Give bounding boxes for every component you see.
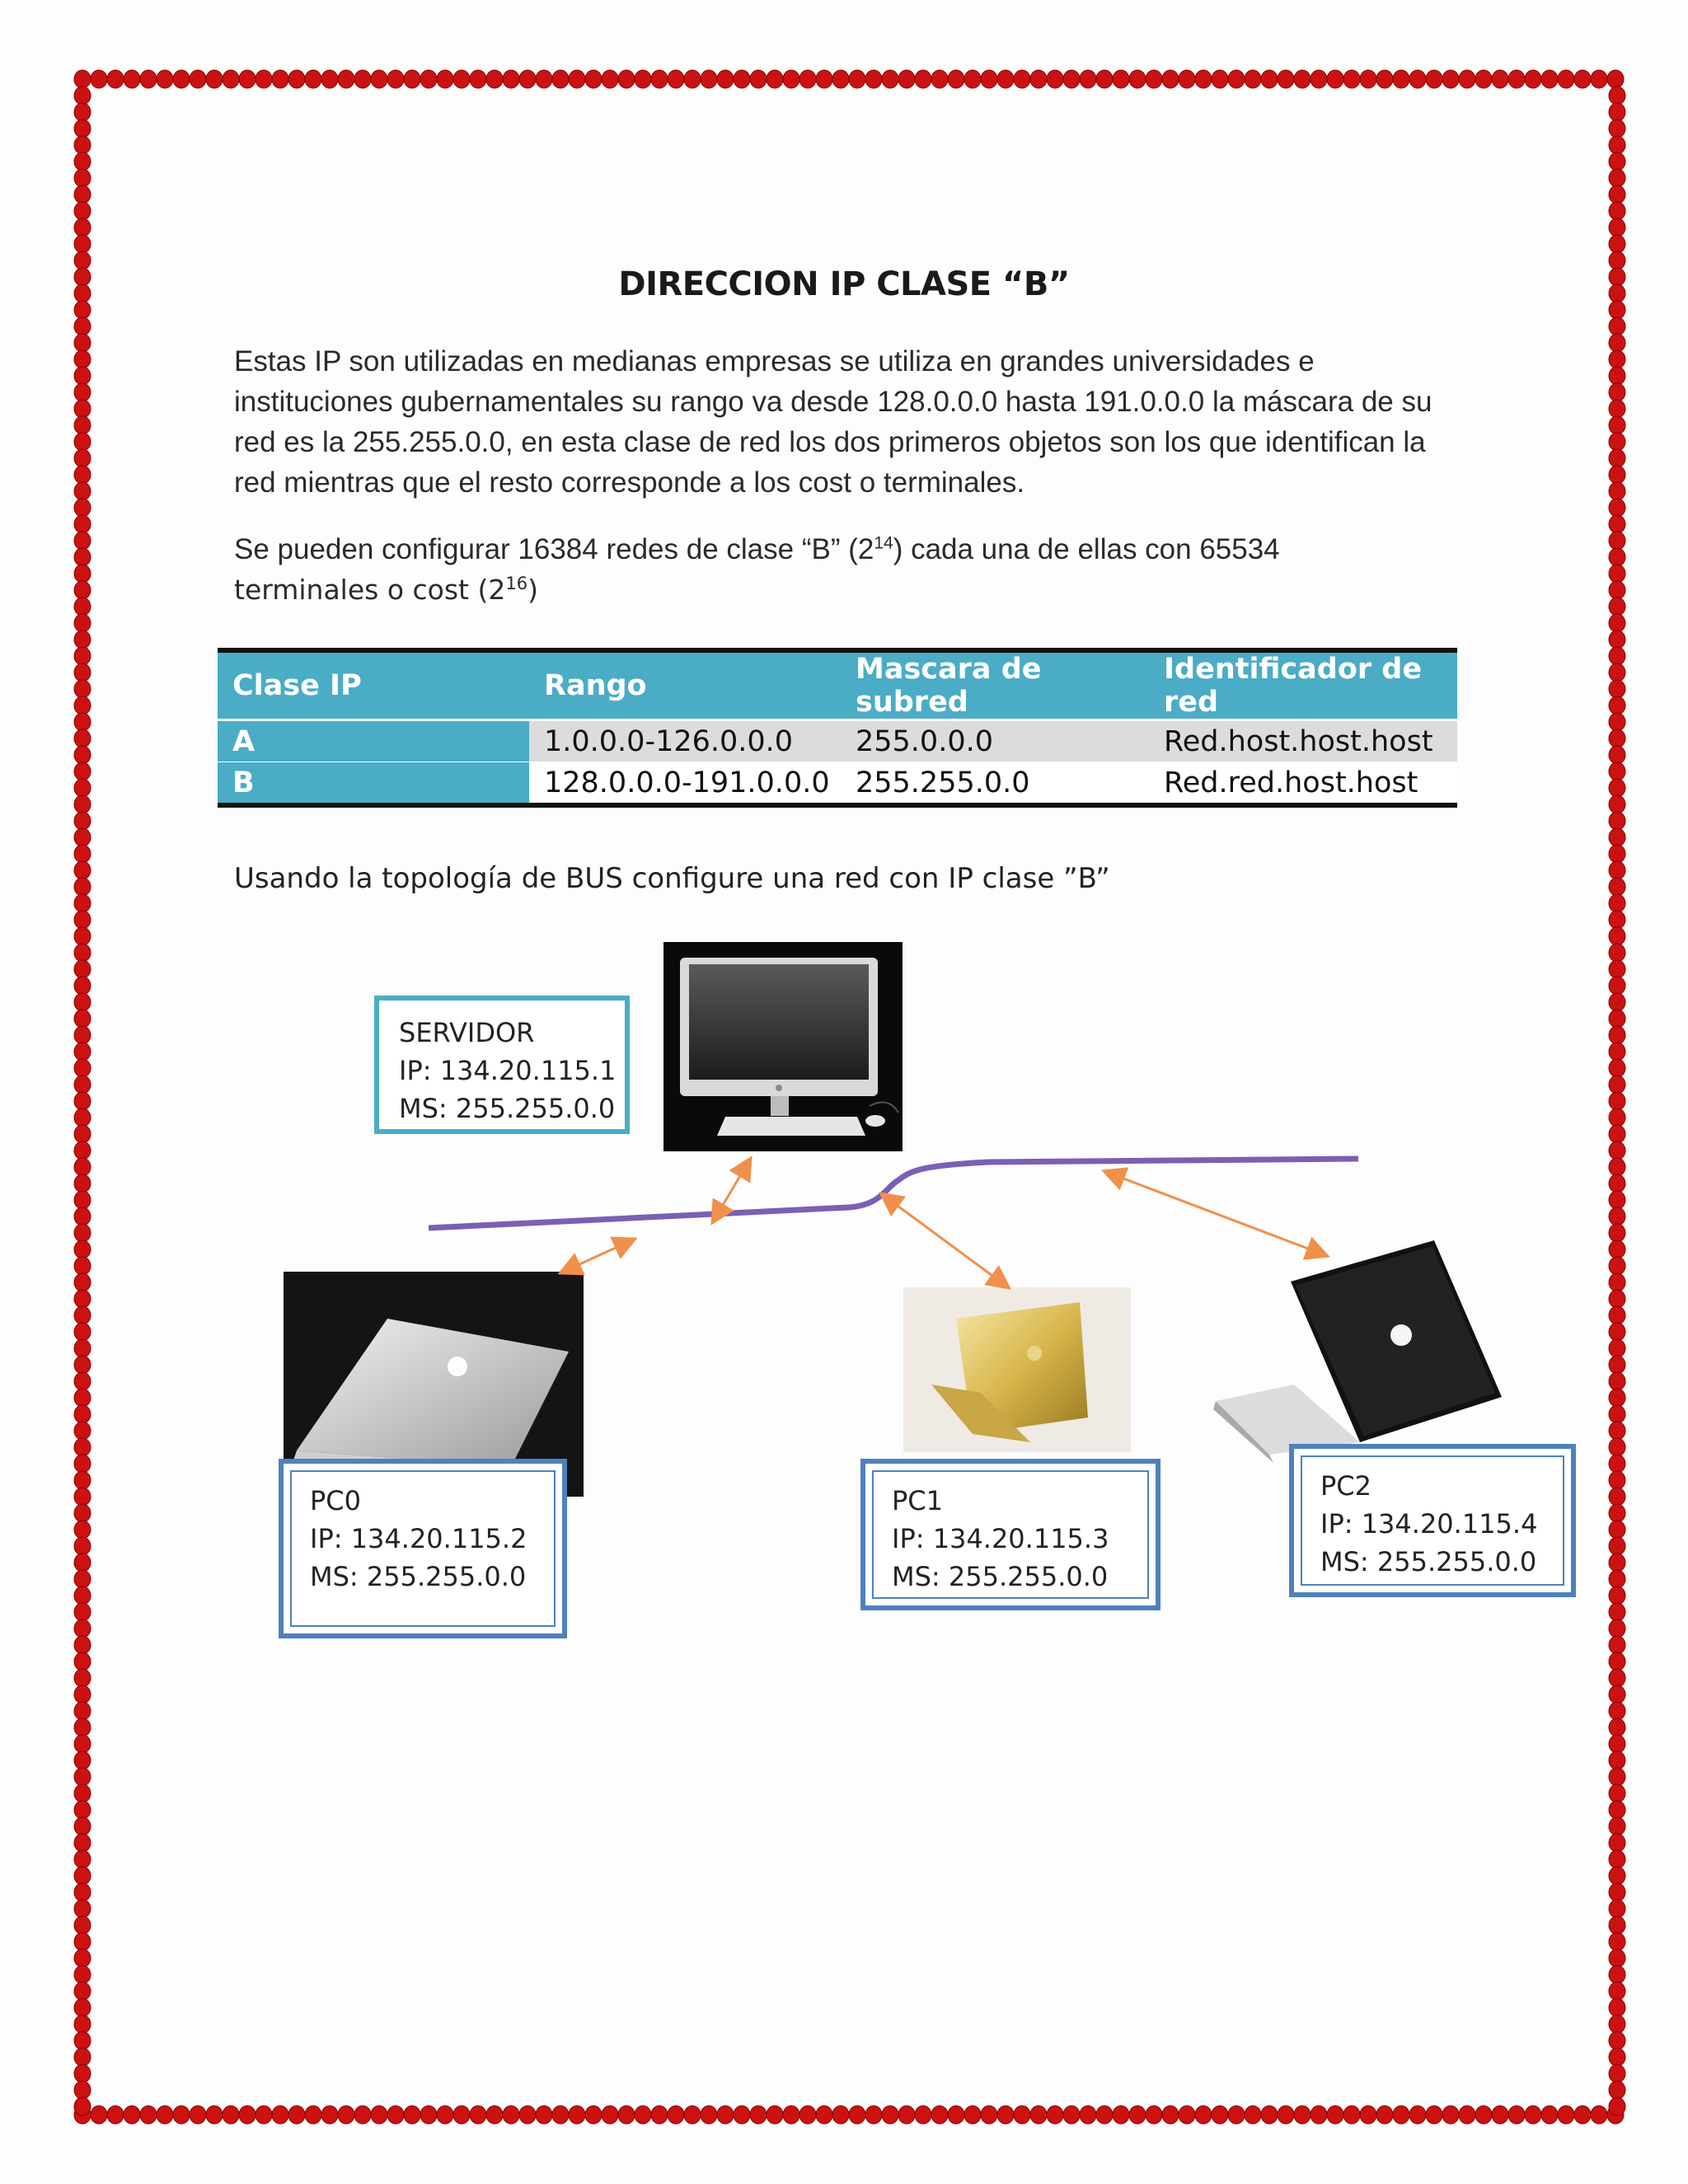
page-title: DIRECCION IP CLASE “B” xyxy=(618,265,1070,303)
pc0-ip: IP: 134.20.115.2 xyxy=(310,1523,528,1554)
table-cell: 255.0.0.0 xyxy=(841,720,1149,762)
server-name: SERVIDOR xyxy=(399,1017,535,1048)
table-header-cell: Identificador de red xyxy=(1149,650,1457,720)
pc2-label-box xyxy=(1289,1444,1576,1597)
pc1-ip: IP: 134.20.115.3 xyxy=(892,1523,1109,1554)
bus-line xyxy=(429,1159,1358,1228)
connection-arrow xyxy=(717,1166,746,1215)
intro-paragraph: Estas IP son utilizadas en medianas empresas se utiliza en grandes universidades e instituciones gubernamentales su rango va desde 128.0.0.0 hasta 191.0.0.0 la máscara de su red es la 255.255.0.0, en esta clase de red los dos primeros objetos son los que identifican la red mientras que el resto corresponde a los cost o terminales. xyxy=(234,345,1432,499)
table-cell: A xyxy=(218,720,529,762)
server-mask: MS: 255.255.0.0 xyxy=(399,1093,616,1124)
table-cell: B xyxy=(218,762,529,806)
connection-arrow xyxy=(1113,1174,1319,1253)
pc2-laptop-image xyxy=(1213,1240,1502,1463)
server-computer-image xyxy=(663,942,903,1151)
table-header-cell: Rango xyxy=(529,650,841,720)
pc1-mask: MS: 255.255.0.0 xyxy=(892,1561,1109,1592)
table-cell: 255.255.0.0 xyxy=(841,762,1149,806)
pc2-ip: IP: 134.20.115.4 xyxy=(1320,1508,1538,1540)
pc0-label-box xyxy=(279,1459,567,1638)
exercise-prompt: Usando la topología de BUS configure una red con IP clase ”B” xyxy=(234,862,1110,895)
server-ip: IP: 134.20.115.1 xyxy=(399,1055,617,1086)
table-cell: 128.0.0.0-191.0.0.0 xyxy=(529,762,841,806)
pc0-mask: MS: 255.255.0.0 xyxy=(310,1561,527,1592)
table-cell: 1.0.0.0-126.0.0.0 xyxy=(529,720,841,762)
pc0-name: PC0 xyxy=(310,1485,361,1516)
pc2-mask: MS: 255.255.0.0 xyxy=(1320,1546,1537,1577)
pc1-label-box xyxy=(860,1459,1160,1610)
connection-arrow xyxy=(889,1199,1001,1282)
table-cell: Red.red.host.host xyxy=(1149,762,1457,806)
table-cell: Red.host.host.host xyxy=(1149,720,1457,762)
pc1-name: PC1 xyxy=(892,1485,943,1516)
pc1-laptop-image xyxy=(903,1287,1131,1452)
connection-arrow xyxy=(569,1243,626,1269)
pc2-name: PC2 xyxy=(1320,1470,1372,1502)
table-header-cell: Mascara de subred xyxy=(841,650,1149,720)
networks-paragraph: Se pueden configurar 16384 redes de clase “B” $(2^{14})$ cada una de ellas con 65534 terminales o cost $(2^{16})$ xyxy=(234,533,1280,606)
server-label-box xyxy=(374,996,630,1134)
table-header-cell: Clase IP xyxy=(218,650,529,720)
